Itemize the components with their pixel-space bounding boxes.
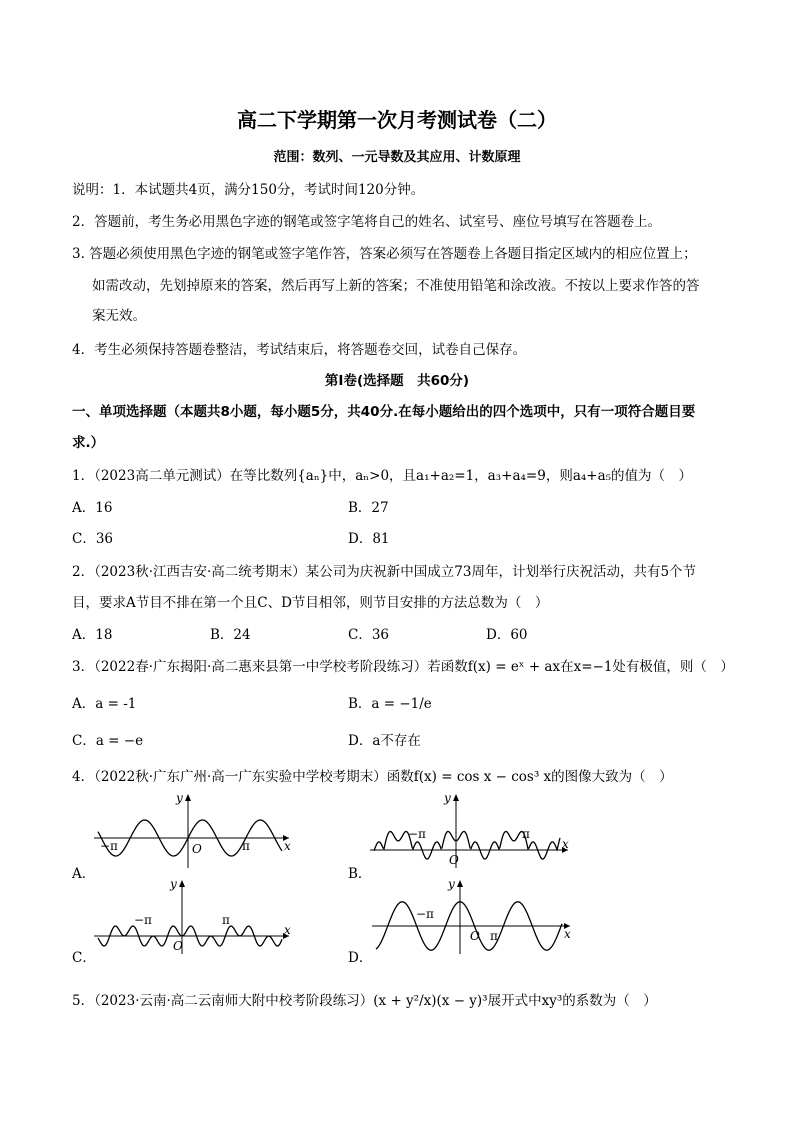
neg-pi-label: −π [416, 907, 434, 921]
y-label: y [444, 791, 451, 805]
section-heading: 第Ⅰ卷(选择题 共60分) [324, 373, 470, 389]
y-axis-arrow [179, 880, 185, 887]
neg-pi-label: −π [408, 827, 426, 841]
question-2: 2．（2023秋·江西吉安·高二统考期末）某公司为庆祝新中国成立73周年，计划举行庆祝活动，共有5个节 [72, 564, 697, 580]
q2-option-a[interactable]: A．18 [72, 627, 113, 643]
q4-graph-c [94, 876, 294, 956]
q2-option-b[interactable]: B．24 [210, 627, 251, 643]
x-label: x [284, 839, 291, 853]
q1-option-d[interactable]: D．81 [348, 531, 390, 547]
q2-option-d[interactable]: D．60 [486, 627, 528, 643]
x-label: x [562, 837, 569, 851]
origin-label: O [449, 853, 459, 867]
instruction-3-cont: 如需改动，先划掉原来的答案，然后再写上新的答案；不准使用铅笔和涂改液。不按以上要求作答的答 [92, 278, 700, 294]
question-1: 1．（2023高二单元测试）在等比数列{aₙ}中，aₙ>0，且a₁+a₂=1，a₃+a₄=9，则a₄+a₅的值为（ ） [72, 468, 693, 484]
q4-graph-d [372, 876, 577, 956]
x-label: x [284, 923, 291, 937]
q1-option-a[interactable]: A．16 [72, 500, 113, 516]
neg-pi-label: −π [134, 913, 152, 927]
y-axis-arrow [453, 794, 459, 801]
origin-label: O [192, 842, 202, 856]
instruction-1: 说明：1．本试题共4页，满分150分，考试时间120分钟。 [72, 182, 425, 198]
q4-option-a[interactable]: A． [72, 866, 96, 882]
instruction-3: 3. 答题必须使用黑色字迹的钢笔或签字笔作答，答案必须写在答题卷上各题目指定区域内的相应位置上； [72, 246, 697, 262]
y-axis-arrow [185, 794, 191, 801]
pi-label: π [522, 827, 530, 841]
origin-label: O [470, 929, 480, 943]
y-axis-arrow [457, 880, 463, 887]
q4-option-d[interactable]: D． [348, 950, 373, 966]
x-label: x [564, 927, 571, 941]
instruction-4: 4．考生必须保持答题卷整洁，考试结束后，将答题卷交回，试卷自己保存。 [72, 342, 527, 358]
neg-pi-label: −π [100, 839, 118, 853]
scope-line: 范围：数列、一元导数及其应用、计数原理 [273, 150, 521, 165]
instruction-2: 2．答题前，考生务必用黑色字迹的钢笔或签字笔将自己的姓名、试室号、座位号填写在答题卷上。 [72, 214, 662, 230]
question-3: 3．（2022春·广东揭阳·高二惠来县第一中学校考阶段练习）若函数f(x) = eˣ + ax在x=−1处有极值，则（ ） [72, 659, 734, 675]
q3-option-d[interactable]: D．a不存在 [348, 733, 421, 749]
function-curve [374, 831, 560, 859]
instruction-3-end: 案无效。 [92, 308, 146, 324]
y-label: y [176, 791, 183, 805]
question-5: 5．（2023·云南·高二云南师大附中校考阶段练习）(x + y²/x)(x − y)³展开式中xy³的系数为（ ） [72, 993, 657, 1009]
q4-graph-b [370, 790, 575, 870]
page-title: 高二下学期第一次月考测试卷（二） [237, 108, 557, 132]
question-4: 4．（2022秋·广东广州·高一广东实验中学校考期末）函数f(x) = cos x − cos³ x的图像大致为（ ） [72, 769, 673, 785]
pi-label: π [490, 929, 498, 943]
y-label: y [170, 877, 177, 891]
question-2-cont: 目，要求A节目不排在第一个且C、D节目相邻，则节目安排的方法总数为（ ） [72, 595, 549, 611]
q1-option-c[interactable]: C．36 [72, 531, 114, 547]
q4-option-b[interactable]: B． [348, 866, 372, 882]
q4-option-c[interactable]: C． [72, 950, 96, 966]
y-label: y [448, 877, 455, 891]
q3-option-a[interactable]: A．a = -1 [72, 696, 137, 712]
part-heading-cont: 求.） [72, 435, 105, 451]
q1-option-b[interactable]: B．27 [348, 500, 389, 516]
q3-option-c[interactable]: C．a = −e [72, 733, 144, 749]
q2-option-c[interactable]: C．36 [348, 627, 390, 643]
pi-label: π [222, 913, 230, 927]
q4-graph-a [94, 790, 294, 870]
pi-label: π [242, 839, 250, 853]
part-heading: 一、单项选择题（本题共8小题，每小题5分，共40分.在每小题给出的四个选项中，只有一项符合题目要 [72, 404, 696, 420]
origin-label: O [173, 939, 183, 953]
q3-option-b[interactable]: B．a = −1/e [348, 696, 432, 712]
